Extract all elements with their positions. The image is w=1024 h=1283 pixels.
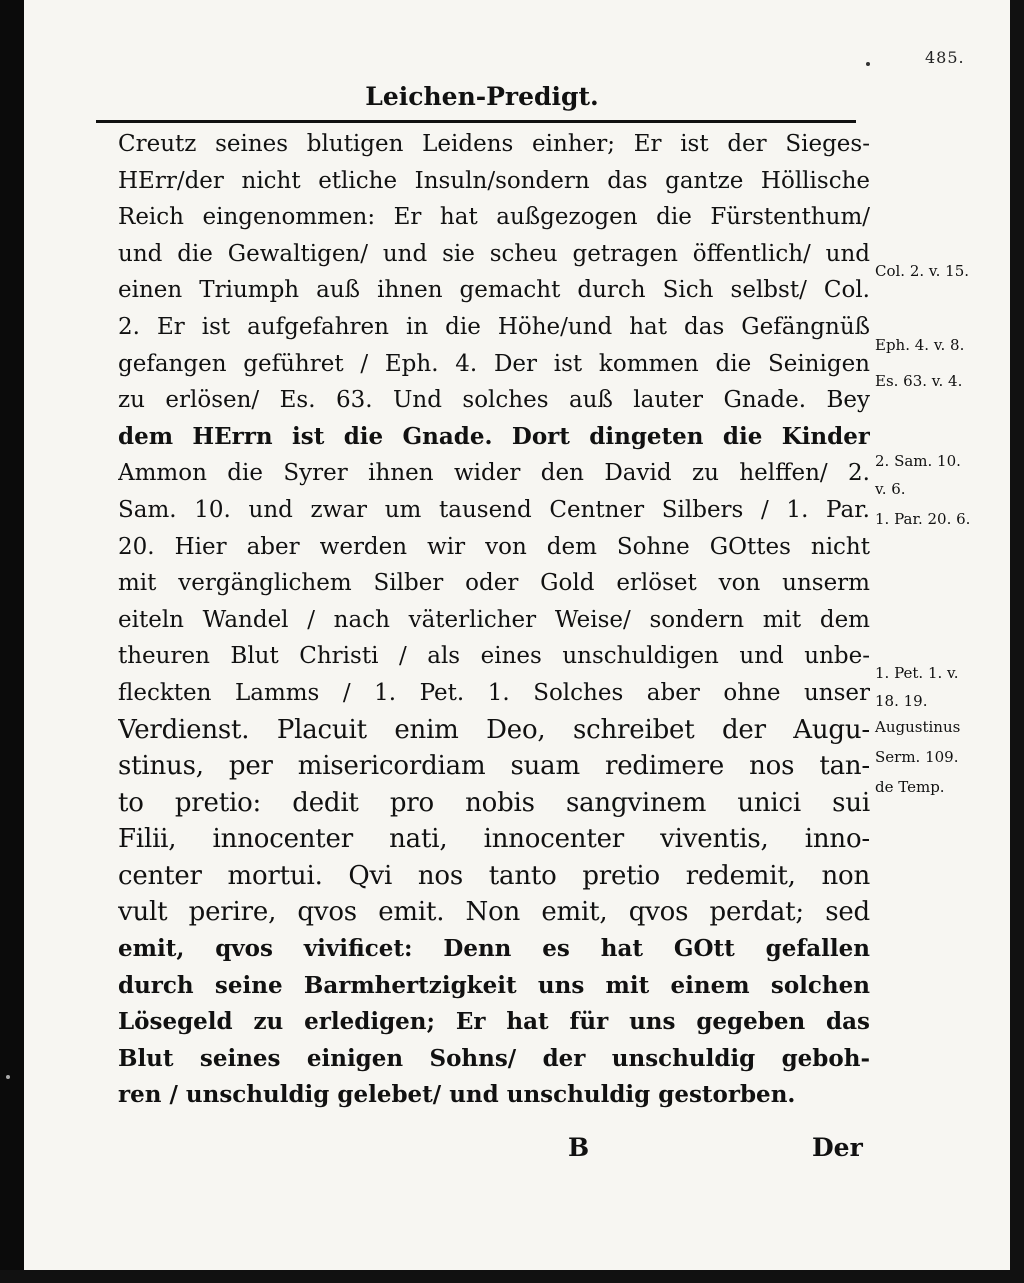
text-line: und die Gewaltigen/ und sie scheu getragen öffentlich/ und — [118, 240, 870, 267]
text-line: emit, qvos vivificet: Denn es hat GOtt gefallen — [118, 935, 870, 963]
text-line: einen Triumph auß ihnen gemacht durch Sich selbst/ Col. — [118, 277, 870, 304]
text-line: Filii, innocenter nati, innocenter viventis, inno- — [118, 824, 870, 855]
text-line: fleckten Lamms / 1. Pet. 1. Solches aber ohne unser — [118, 679, 870, 706]
header-rule — [96, 120, 856, 123]
text-line: HErr/der nicht etliche Insuln/sondern das gantze Höllische — [118, 167, 870, 194]
scan-border-right — [1010, 0, 1024, 1283]
margin-note: Es. 63. v. 4. — [875, 372, 963, 390]
text-line: 2. Er ist aufgefahren in die Höhe/und hat das Gefängnüß — [118, 313, 870, 340]
text-line: vult perire, qvos emit. Non emit, qvos perdat; sed — [118, 897, 870, 928]
catchword: Der — [812, 1133, 863, 1162]
running-head: Leichen-Predigt. — [365, 82, 599, 111]
text-line: durch seine Barmhertzigkeit uns mit einem solchen — [118, 971, 870, 999]
text-line: center mortui. Qvi nos tanto pretio redemit, non — [118, 860, 870, 891]
margin-note: 2. Sam. 10. — [875, 452, 961, 470]
text-line: mit vergänglichem Silber oder Gold erlöset von unserm — [118, 570, 870, 597]
text-line: 20. Hier aber werden wir von dem Sohne GOttes nicht — [118, 533, 870, 560]
text-line: Ammon die Syrer ihnen wider den David zu helffen/ 2. — [118, 460, 870, 487]
text-line: Creutz seines blutigen Leidens einher; Er ist der Sieges- — [118, 131, 870, 157]
margin-note: v. 6. — [875, 480, 906, 498]
text-line: Lösegeld zu erledigen; Er hat für uns gegeben das — [118, 1008, 870, 1036]
text-line: theuren Blut Christi / als eines unschuldigen und unbe- — [118, 643, 870, 670]
margin-note: de Temp. — [875, 778, 945, 796]
margin-note: Augustinus — [875, 718, 961, 736]
margin-note: 1. Pet. 1. v. — [875, 664, 959, 682]
margin-note: Eph. 4. v. 8. — [875, 336, 965, 354]
text-line: Verdienst. Placuit enim Deo, schreibet der Augu- — [118, 714, 870, 745]
text-line: gefangen geführet / Eph. 4. Der ist kommen die Seinigen — [118, 350, 870, 377]
margin-note: 1. Par. 20. 6. — [875, 510, 971, 528]
margin-note: 18. 19. — [875, 692, 928, 710]
text-line: zu erlösen/ Es. 63. Und solches auß lauter Gnade. Bey — [118, 387, 870, 414]
text-line: to pretio: dedit pro nobis sangvinem unici sui — [118, 787, 870, 818]
body-text — [118, 126, 870, 1114]
ink-speck — [866, 62, 870, 66]
scan-border-left — [0, 0, 24, 1283]
page-number: 485. — [925, 48, 965, 67]
text-line: Reich eingenommen: Er hat außgezogen die Fürstenthum/ — [118, 204, 870, 231]
text-line: stinus, per misericordiam suam redimere nos tan- — [118, 751, 870, 782]
text-line: eiteln Wandel / nach väterlicher Weise/ sondern mit dem — [118, 606, 870, 633]
text-line: Sam. 10. und zwar um tausend Centner Silbers / 1. Par. — [118, 496, 870, 523]
margin-note: Serm. 109. — [875, 748, 959, 766]
margin-note: Col. 2. v. 15. — [875, 262, 970, 280]
scan-border-bottom — [0, 1270, 1024, 1283]
ink-speck — [6, 1075, 10, 1079]
text-line: dem HErrn ist die Gnade. Dort dingeten die Kinder — [118, 422, 870, 450]
text-line: ren / unschuldig gelebet/ und unschuldig gestorben. — [118, 1081, 796, 1109]
signature-mark: B — [568, 1133, 590, 1162]
text-line: Blut seines einigen Sohns/ der unschuldig geboh- — [118, 1044, 870, 1072]
